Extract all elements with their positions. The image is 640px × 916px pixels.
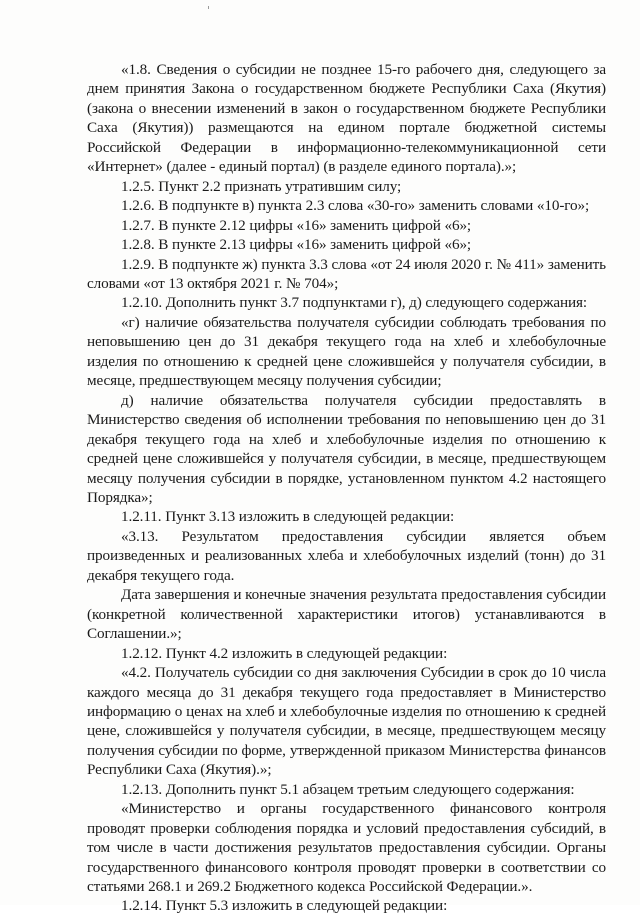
paragraph-1-2-8: 1.2.8. В пункте 2.13 цифры «16» заменить цифрой «6»;	[121, 236, 472, 254]
scan-artifact	[208, 6, 209, 9]
paragraph-1-2-7: 1.2.7. В пункте 2.12 цифры «16» заменить цифрой «6»;	[121, 216, 472, 234]
paragraph-1-2-9: 1.2.9. В подпункте ж) пункта 3.3 слова «от 24 июля 2020 г. № 411» заменить словами «от 13 октября 2021 г. № 704»;	[87, 255, 606, 292]
paragraph-3-13: «3.13. Результатом предоставления субсидии является объем произведенных и реализованных хлеба и хлебобулочных изделий (тонн) до 31 декабря текущего года.	[87, 527, 606, 584]
paragraph-1-2-13: 1.2.13. Дополнить пункт 5.1 абзацем третьим следующего содержания:	[121, 780, 575, 798]
paragraph-1-2-14: 1.2.14. Пункт 5.3 изложить в следующей редакции:	[121, 897, 448, 915]
paragraph-1-2-5: 1.2.5. Пункт 2.2 признать утратившим силу;	[121, 177, 402, 195]
paragraph-1-2-11: 1.2.11. Пункт 3.13 изложить в следующей редакции:	[121, 508, 455, 526]
paragraph-1-2-10: 1.2.10. Дополнить пункт 3.7 подпунктами г), д) следующего содержания:	[121, 294, 588, 312]
paragraph-subitem-d: д) наличие обязательства получателя субсидии предоставлять в Министерство сведения об исполнении требования по неповышению цен до 31 декабря текущего года на хлеб и хлебобулочные изделия по отношению к средней цене сложившейся у получателя субсидии, в месяце, предшествующем месяцу получения субсидии в порядке, установленном пунктом 4.2 настоящего Порядка»;	[87, 391, 606, 506]
document-body	[87, 60, 606, 916]
paragraph-1-2-12: 1.2.12. Пункт 4.2 изложить в следующей редакции:	[121, 644, 448, 662]
paragraph-completion-date: Дата завершения и конечные значения результата предоставления субсидии (конкретной количественной характеристики итогов) устанавливаются в Соглашении.»;	[87, 586, 606, 643]
paragraph-1-2-6: 1.2.6. В подпункте в) пункта 2.3 слова «30-го» заменить словами «10-го»;	[121, 197, 590, 215]
paragraph-subitem-g: «г) наличие обязательства получателя субсидии соблюдать требования по неповышению цен до 31 декабря текущего года на хлеб и хлебобулочные изделия по отношению к средней цене сложившейся у получателя субсидии, в месяце, предшествующем месяцу получения субсидии;	[87, 313, 606, 390]
paragraph-1-8: «1.8. Сведения о субсидии не позднее 15-го рабочего дня, следующего за днем принятия Закона о государственном бюджете Республики Саха (Якутия) (закона о внесении изменений в закон о государственном бюджете Республики Саха (Якутия)) размещаются на едином портале бюджетной системы Российской Федерации в информационно-телекоммуникационной сети «Интернет» (далее - единый портал) (в разделе единого портала).»;	[87, 61, 606, 176]
paragraph-ministry-control: «Министерство и органы государственного финансового контроля проводят проверки соблюдения порядка и условий предоставления субсидий, в том числе в части достижения результатов предоставления субсидии. Органы государственного финансового контроля проводят проверки в соответствии со статьями 268.1 и 269.2 Бюджетного кодекса Российской Федерации.».	[87, 800, 606, 896]
paragraph-4-2: «4.2. Получатель субсидии со дня заключения Субсидии в срок до 10 числа каждого месяца до 31 декабря текущего года предоставляет в Министерство информацию о ценах на хлеб и хлебобулочные изделия по отношению к средней цене, сложившейся у получателя субсидии, в месяце, предшествующем месяцу получения субсидии по форме, утвержденной приказом Министерства финансов Республики Саха (Якутия).»;	[87, 664, 606, 779]
